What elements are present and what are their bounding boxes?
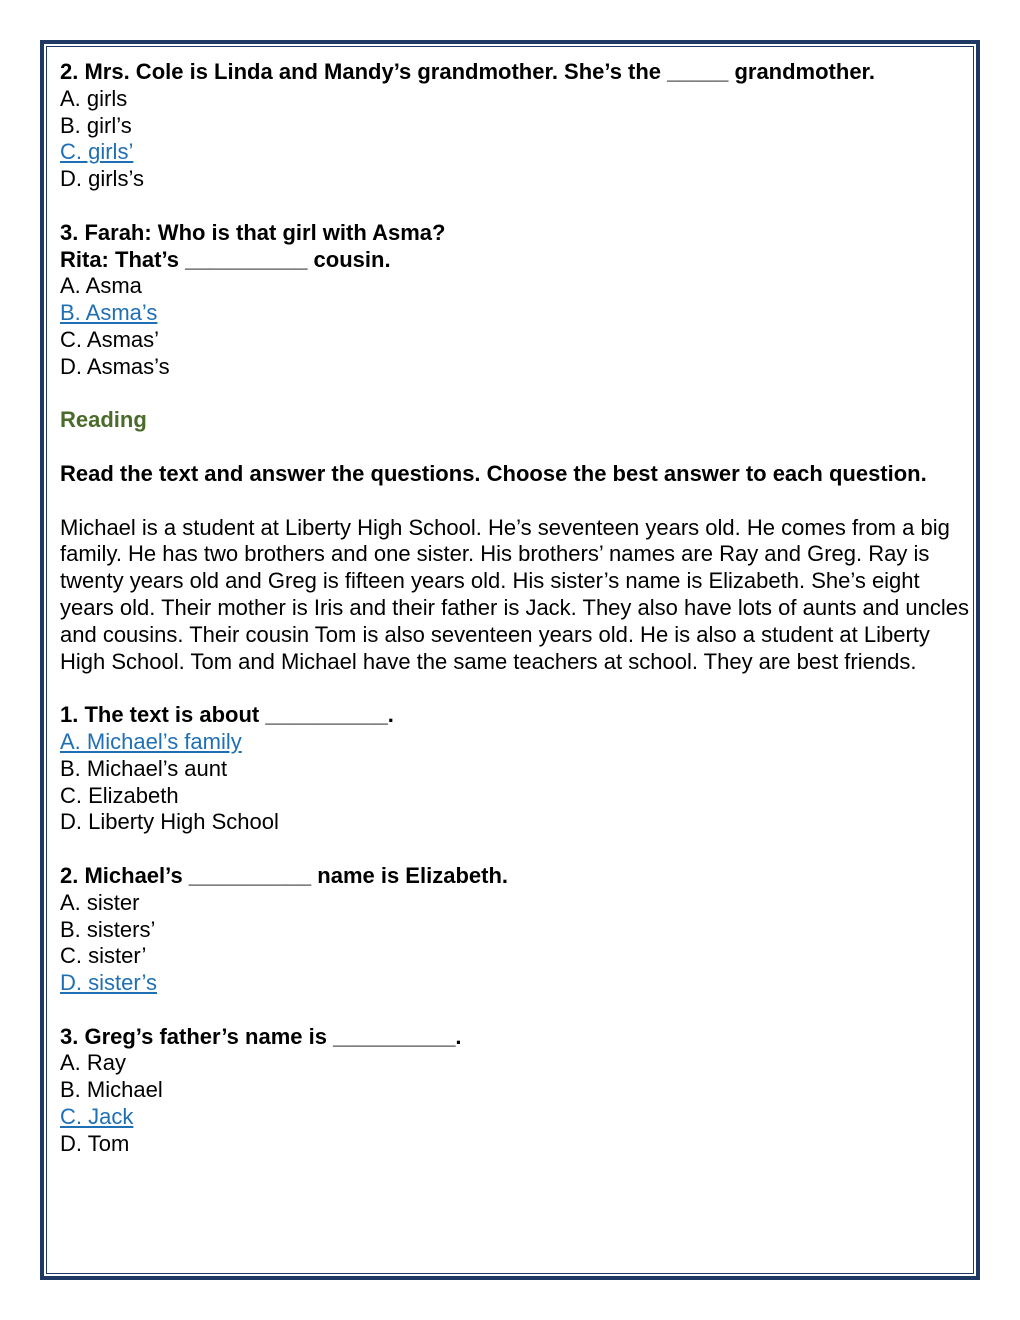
option-b[interactable]: B. sisters’ <box>60 916 156 942</box>
question-text: 1. The text is about __________. <box>60 702 394 728</box>
option-d[interactable]: D. Asmas’s <box>60 353 170 379</box>
option-d[interactable]: D. girls’s <box>60 166 144 192</box>
option-d-correct-answer[interactable]: D. sister’s <box>60 970 157 996</box>
option-b[interactable]: B. Michael’s aunt <box>60 755 228 781</box>
grammar-question <box>60 59 970 193</box>
worksheet-content <box>60 59 970 1158</box>
reading-question <box>60 702 970 836</box>
option-b-correct-answer[interactable]: B. Asma’s <box>60 300 158 326</box>
question-text: Rita: That’s __________ cousin. <box>60 246 391 272</box>
question-text: 2. Mrs. Cole is Linda and Mandy’s grandmother. She’s the _____ grandmother. <box>60 59 876 84</box>
question-text: 3. Farah: Who is that girl with Asma? <box>60 219 446 245</box>
option-c[interactable]: C. Elizabeth <box>60 782 179 808</box>
reading-question <box>60 1024 970 1158</box>
reading-passage: Michael is a student at Liberty High School. He’s seventeen years old. He comes from a big family. He has two brothers and one sister. His brothers’ names are Ray and Greg. Ray is twenty years old and Greg is fifteen years old. His sister’s name is Elizabeth. She’s eight years old. Their mother is Iris and their father is Jack. They also have lots of aunts and uncles and cousins. Their cousin Tom is also seventeen years old. He is also a student at Liberty High School. Tom and Michael have the same teachers at school. They are best friends. <box>60 514 969 674</box>
option-c[interactable]: C. Asmas’ <box>60 326 160 352</box>
grammar-question <box>60 220 970 381</box>
option-a[interactable]: A. Ray <box>60 1050 127 1076</box>
option-c-correct-answer[interactable]: C. girls’ <box>60 139 134 165</box>
option-a[interactable]: A. girls <box>60 85 128 111</box>
option-c[interactable]: C. sister’ <box>60 943 147 969</box>
option-a[interactable]: A. sister <box>60 889 140 915</box>
section-heading-reading: Reading <box>60 407 147 433</box>
option-a-correct-answer[interactable]: A. Michael’s family <box>60 728 242 754</box>
option-d[interactable]: D. Liberty High School <box>60 809 279 835</box>
reading-question <box>60 863 970 997</box>
option-a[interactable]: A. Asma <box>60 273 142 299</box>
question-text: 3. Greg’s father’s name is __________. <box>60 1023 462 1049</box>
reading-instructions: Read the text and answer the questions. Choose the best answer to each question. <box>60 460 927 486</box>
option-c-correct-answer[interactable]: C. Jack <box>60 1104 134 1130</box>
question-text: 2. Michael’s __________ name is Elizabeth. <box>60 862 508 888</box>
option-b[interactable]: B. Michael <box>60 1077 163 1103</box>
option-b[interactable]: B. girl’s <box>60 112 132 138</box>
option-d[interactable]: D. Tom <box>60 1130 130 1156</box>
